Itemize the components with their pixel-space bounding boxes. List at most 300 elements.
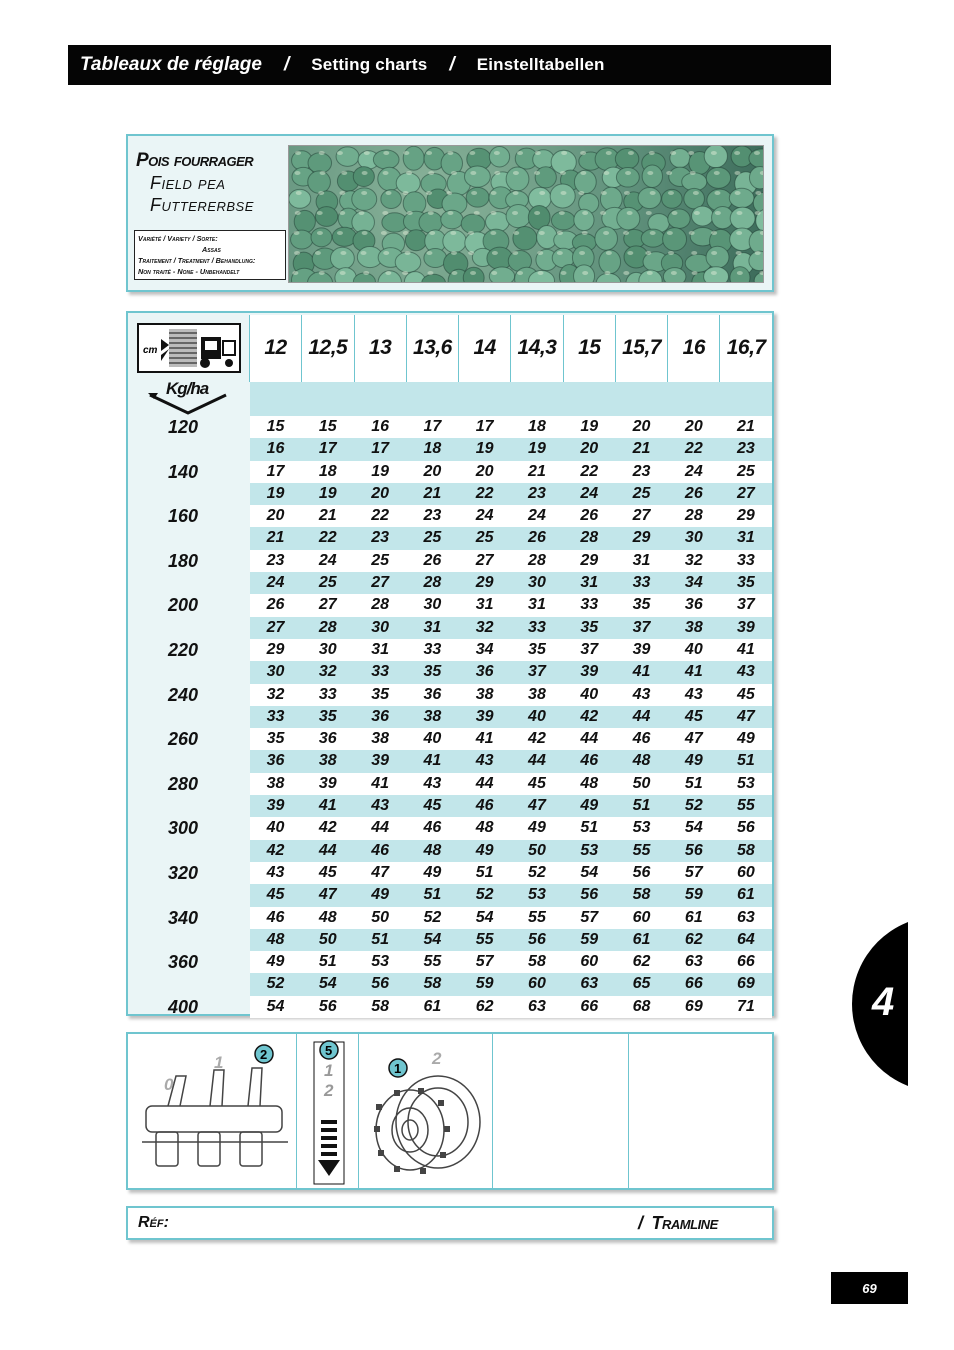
table-cell: 30 (354, 617, 406, 639)
table-cell: 71 (720, 996, 772, 1018)
variety-value: Assas (202, 245, 221, 254)
table-cell: 37 (563, 639, 615, 661)
table-cell: 36 (250, 750, 302, 772)
row-spacing-header-cell: 12 (250, 315, 302, 382)
peas-photo (288, 145, 764, 283)
table-cell: 55 (459, 929, 511, 951)
kgha-row-cell (406, 382, 459, 416)
table-cell: 25 (459, 527, 511, 549)
table-cell: 45 (406, 795, 459, 817)
table-cell: 19 (302, 483, 355, 505)
header-title-fr: Tableaux de réglage (80, 54, 262, 75)
wheel-illustration (358, 1034, 492, 1188)
table-row (250, 438, 773, 460)
table-cell: 59 (459, 973, 511, 995)
row-spacing-header-cell: 12,5 (302, 315, 355, 382)
table-cell: 61 (615, 929, 668, 951)
table-cell: 58 (511, 951, 564, 973)
table-cell: 24 (459, 505, 511, 527)
gauge-value-1: 1 (324, 1061, 334, 1080)
table-cell: 47 (668, 728, 720, 750)
table-cell: 50 (615, 773, 668, 795)
table-cell: 56 (563, 884, 615, 906)
table-row (250, 929, 773, 951)
seed-drill-icon (139, 325, 239, 371)
table-cell: 32 (668, 550, 720, 572)
table-cell: 52 (250, 973, 302, 995)
table-cell: 32 (302, 661, 355, 683)
table-cell: 49 (720, 728, 772, 750)
table-cell: 15 (302, 416, 355, 438)
tramline-label (638, 1213, 718, 1234)
table-cell: 39 (459, 706, 511, 728)
kgha-row-cell (250, 382, 302, 416)
table-cell: 46 (250, 907, 302, 929)
table-cell: 51 (354, 929, 406, 951)
table-cell: 20 (563, 438, 615, 460)
table-cell: 23 (720, 438, 772, 460)
kgha-row-cell (615, 382, 668, 416)
table-cell: 38 (302, 750, 355, 772)
table-cell: 29 (615, 527, 668, 549)
table-cell: 31 (406, 617, 459, 639)
table-cell: 54 (668, 817, 720, 839)
table-cell: 18 (511, 416, 564, 438)
table-cell: 49 (563, 795, 615, 817)
table-cell: 54 (302, 973, 355, 995)
row-spacing-header (250, 315, 773, 382)
table-cell: 28 (354, 594, 406, 616)
table-row (250, 728, 773, 750)
table-cell: 24 (668, 461, 720, 483)
table-row (250, 461, 773, 483)
table-cell: 49 (354, 884, 406, 906)
table-cell: 45 (250, 884, 302, 906)
table-cell: 17 (250, 461, 302, 483)
table-cell: 51 (720, 750, 772, 772)
treatment-label: Traitement / Treatment / Behandlung: (138, 256, 256, 265)
table-cell: 27 (354, 572, 406, 594)
table-cell: 32 (459, 617, 511, 639)
gauge-illustration (296, 1034, 358, 1188)
table-cell: 38 (354, 728, 406, 750)
table-cell: 36 (354, 706, 406, 728)
table-cell: 31 (354, 639, 406, 661)
table-cell: 44 (354, 817, 406, 839)
table-cell: 43 (354, 795, 406, 817)
table-cell: 19 (511, 438, 564, 460)
seed-rate-label: 120 (168, 417, 199, 437)
table-cell: 63 (668, 951, 720, 973)
kgha-row-cell (354, 382, 406, 416)
table-cell: 51 (563, 817, 615, 839)
cm-label: cm (143, 345, 158, 356)
table-cell: 21 (406, 483, 459, 505)
table-cell: 44 (615, 706, 668, 728)
table-cell: 53 (511, 884, 564, 906)
setting-table (249, 315, 772, 1018)
seed-drill-icon-box (137, 323, 241, 373)
table-cell: 47 (354, 862, 406, 884)
table-cell: 37 (615, 617, 668, 639)
table-cell: 47 (511, 795, 564, 817)
seed-rate-label: 360 (168, 952, 199, 973)
table-row (250, 550, 773, 572)
table-cell: 42 (302, 817, 355, 839)
table-cell: 53 (615, 817, 668, 839)
table-cell: 69 (720, 973, 772, 995)
table-cell: 44 (459, 773, 511, 795)
seed-rate-label: 160 (168, 506, 199, 527)
table-cell: 60 (720, 862, 772, 884)
table-row (250, 840, 773, 862)
setting-chart-panel (126, 311, 774, 1016)
table-cell: 63 (720, 907, 772, 929)
table-row (250, 996, 773, 1018)
table-cell: 43 (459, 750, 511, 772)
table-row (250, 773, 773, 795)
table-cell: 69 (668, 996, 720, 1018)
table-cell: 61 (720, 884, 772, 906)
table-cell: 21 (511, 461, 564, 483)
reference-bar (126, 1206, 774, 1240)
table-cell: 16 (354, 416, 406, 438)
variety-box (134, 230, 286, 280)
gauge-badge: 5 (325, 1043, 333, 1058)
table-cell: 55 (511, 907, 564, 929)
table-cell: 39 (302, 773, 355, 795)
table-cell: 17 (302, 438, 355, 460)
table-cell: 55 (615, 840, 668, 862)
table-cell: 61 (668, 907, 720, 929)
page-number: 69 (831, 1272, 908, 1304)
table-cell: 27 (302, 594, 355, 616)
table-cell: 66 (668, 973, 720, 995)
table-cell: 46 (354, 840, 406, 862)
seed-rate-label: 300 (168, 818, 199, 839)
table-cell: 30 (406, 594, 459, 616)
table-cell: 19 (354, 461, 406, 483)
table-cell: 48 (250, 929, 302, 951)
table-cell: 42 (563, 706, 615, 728)
gauge-value-2: 2 (324, 1081, 334, 1100)
table-cell: 50 (511, 840, 564, 862)
table-cell: 23 (354, 527, 406, 549)
table-cell: 59 (668, 884, 720, 906)
row-spacing-header-cell: 15 (563, 315, 615, 382)
table-row (250, 951, 773, 973)
table-row (250, 973, 773, 995)
table-cell: 57 (563, 907, 615, 929)
table-cell: 25 (406, 527, 459, 549)
table-cell: 58 (406, 973, 459, 995)
table-cell: 26 (406, 550, 459, 572)
table-cell: 53 (354, 951, 406, 973)
table-row (250, 684, 773, 706)
kgha-row-cell (459, 382, 511, 416)
kgha-row-cell (511, 382, 564, 416)
table-cell: 47 (302, 884, 355, 906)
table-cell: 49 (459, 840, 511, 862)
table-cell: 51 (302, 951, 355, 973)
table-cell: 64 (720, 929, 772, 951)
table-cell: 39 (720, 617, 772, 639)
table-cell: 51 (406, 884, 459, 906)
table-cell: 24 (511, 505, 564, 527)
table-cell: 51 (615, 795, 668, 817)
table-cell: 21 (250, 527, 302, 549)
table-cell: 19 (459, 438, 511, 460)
seed-rate-label: 140 (168, 461, 199, 482)
table-cell: 27 (615, 505, 668, 527)
header-separator: / (283, 54, 290, 75)
table-cell: 29 (720, 505, 772, 527)
table-cell: 52 (668, 795, 720, 817)
table-row (250, 416, 773, 438)
table-cell: 56 (511, 929, 564, 951)
table-cell: 50 (302, 929, 355, 951)
table-cell: 56 (302, 996, 355, 1018)
table-cell: 17 (406, 416, 459, 438)
table-cell: 33 (302, 684, 355, 706)
chapter-tab (852, 916, 908, 1092)
lever-illustration-cell (128, 1034, 297, 1188)
table-cell: 55 (720, 795, 772, 817)
table-cell: 39 (563, 661, 615, 683)
kgha-row-cell (720, 382, 772, 416)
table-cell: 41 (354, 773, 406, 795)
crop-names (136, 150, 286, 216)
table-cell: 21 (615, 438, 668, 460)
table-cell: 65 (615, 973, 668, 995)
table-cell: 35 (354, 684, 406, 706)
table-cell: 48 (615, 750, 668, 772)
table-cell: 42 (511, 728, 564, 750)
table-cell: 58 (354, 996, 406, 1018)
table-cell: 35 (615, 594, 668, 616)
crop-name-de: Futtererbse (150, 195, 254, 215)
table-cell: 38 (668, 617, 720, 639)
table-cell: 30 (302, 639, 355, 661)
crop-name-en: Field pea (150, 173, 226, 193)
table-cell: 33 (406, 639, 459, 661)
table-cell: 20 (250, 505, 302, 527)
table-cell: 44 (563, 728, 615, 750)
table-row (250, 527, 773, 549)
table-row (250, 594, 773, 616)
seed-rate-label: 240 (168, 684, 199, 705)
table-cell: 48 (563, 773, 615, 795)
table-cell: 29 (459, 572, 511, 594)
table-cell: 52 (511, 862, 564, 884)
table-cell: 39 (615, 639, 668, 661)
table-cell: 62 (459, 996, 511, 1018)
table-row (250, 706, 773, 728)
peas-illustration (289, 146, 763, 282)
treatment-value: Non traité - None - Unbehandelt (138, 267, 240, 276)
table-cell: 53 (563, 840, 615, 862)
table-cell: 39 (354, 750, 406, 772)
lever-position-0: 0 (164, 1075, 174, 1094)
kgha-label: Kg/ha (166, 379, 209, 398)
row-spacing-header-cell: 14 (459, 315, 511, 382)
adjustment-panel (126, 1032, 774, 1190)
table-cell: 39 (250, 795, 302, 817)
kgha-row-cell (563, 382, 615, 416)
table-cell: 34 (668, 572, 720, 594)
table-cell: 19 (250, 483, 302, 505)
table-row (250, 750, 773, 772)
table-cell: 21 (302, 505, 355, 527)
table-cell: 41 (668, 661, 720, 683)
table-cell: 66 (720, 951, 772, 973)
table-cell: 62 (668, 929, 720, 951)
table-cell: 22 (668, 438, 720, 460)
table-cell: 35 (511, 639, 564, 661)
table-cell: 18 (406, 438, 459, 460)
table-cell: 55 (406, 951, 459, 973)
table-cell: 52 (406, 907, 459, 929)
table-cell: 63 (563, 973, 615, 995)
table-cell: 35 (406, 661, 459, 683)
table-cell: 41 (459, 728, 511, 750)
table-cell: 66 (563, 996, 615, 1018)
table-cell: 36 (406, 684, 459, 706)
table-cell: 56 (615, 862, 668, 884)
table-row (250, 617, 773, 639)
table-cell: 58 (615, 884, 668, 906)
table-cell: 31 (563, 572, 615, 594)
table-cell: 28 (668, 505, 720, 527)
seed-rate-label: 180 (168, 550, 199, 571)
table-cell: 56 (668, 840, 720, 862)
table-cell: 26 (563, 505, 615, 527)
lever-position-1: 1 (214, 1053, 224, 1072)
table-cell: 25 (354, 550, 406, 572)
table-cell: 16 (250, 438, 302, 460)
table-cell: 45 (668, 706, 720, 728)
seed-rate-label: 280 (168, 773, 199, 794)
table-cell: 22 (354, 505, 406, 527)
table-row (250, 505, 773, 527)
table-cell: 23 (615, 461, 668, 483)
table-cell: 38 (250, 773, 302, 795)
row-spacing-header-cell: 14,3 (511, 315, 564, 382)
table-cell: 35 (302, 706, 355, 728)
table-cell: 33 (511, 617, 564, 639)
table-cell: 28 (406, 572, 459, 594)
table-cell: 33 (354, 661, 406, 683)
table-cell: 58 (720, 840, 772, 862)
table-cell: 31 (511, 594, 564, 616)
row-spacing-header-cell: 13 (354, 315, 406, 382)
seed-rate-label: 400 (168, 996, 199, 1017)
table-cell: 40 (668, 639, 720, 661)
table-cell: 24 (302, 550, 355, 572)
table-cell: 43 (615, 684, 668, 706)
table-cell: 24 (250, 572, 302, 594)
table-cell: 22 (459, 483, 511, 505)
table-cell: 44 (511, 750, 564, 772)
table-cell: 35 (250, 728, 302, 750)
table-cell: 37 (511, 661, 564, 683)
table-cell: 59 (563, 929, 615, 951)
table-cell: 17 (354, 438, 406, 460)
table-cell: 44 (302, 840, 355, 862)
seed-rate-label: 340 (168, 907, 199, 928)
lever-illustration (128, 1034, 296, 1188)
table-cell: 49 (250, 951, 302, 973)
header-bar (68, 45, 831, 85)
table-cell: 24 (563, 483, 615, 505)
table-cell: 31 (615, 550, 668, 572)
table-cell: 28 (511, 550, 564, 572)
table-cell: 54 (406, 929, 459, 951)
table-cell: 35 (563, 617, 615, 639)
table-cell: 20 (354, 483, 406, 505)
table-cell: 38 (459, 684, 511, 706)
table-cell: 28 (563, 527, 615, 549)
table-cell: 30 (668, 527, 720, 549)
tramline-text: Tramline (651, 1212, 718, 1233)
table-cell: 56 (354, 973, 406, 995)
lever-badge: 2 (260, 1047, 268, 1062)
table-row (250, 817, 773, 839)
table-row (250, 483, 773, 505)
table-cell: 54 (250, 996, 302, 1018)
table-cell: 48 (406, 840, 459, 862)
row-spacing-header-cell: 16,7 (720, 315, 772, 382)
table-cell: 45 (302, 862, 355, 884)
table-cell: 46 (563, 750, 615, 772)
header-title-en: Setting charts (311, 55, 428, 74)
table-cell: 43 (250, 862, 302, 884)
table-cell: 29 (250, 639, 302, 661)
table-cell: 50 (354, 907, 406, 929)
table-cell: 45 (511, 773, 564, 795)
table-cell: 18 (302, 461, 355, 483)
table-cell: 33 (615, 572, 668, 594)
table-cell: 57 (459, 951, 511, 973)
table-cell: 41 (302, 795, 355, 817)
table-cell: 25 (615, 483, 668, 505)
row-spacing-header-cell: 15,7 (615, 315, 668, 382)
table-cell: 51 (459, 862, 511, 884)
down-arrow-icon (148, 393, 228, 415)
row-spacing-header-cell: 16 (668, 315, 720, 382)
table-cell: 40 (563, 684, 615, 706)
table-cell: 38 (511, 684, 564, 706)
table-cell: 23 (406, 505, 459, 527)
table-row (250, 884, 773, 906)
table-cell: 22 (563, 461, 615, 483)
row-spacing-header-cell: 13,6 (406, 315, 459, 382)
table-cell: 60 (615, 907, 668, 929)
table-cell: 46 (406, 817, 459, 839)
table-cell: 68 (615, 996, 668, 1018)
table-cell: 26 (668, 483, 720, 505)
table-cell: 60 (563, 951, 615, 973)
header-title-de: Einstelltabellen (476, 55, 605, 74)
table-cell: 26 (511, 527, 564, 549)
header-separator: / (449, 54, 455, 75)
table-cell: 53 (720, 773, 772, 795)
table-cell: 48 (302, 907, 355, 929)
table-cell: 28 (302, 617, 355, 639)
table-row (250, 661, 773, 683)
crop-panel (126, 134, 774, 292)
table-cell: 29 (563, 550, 615, 572)
